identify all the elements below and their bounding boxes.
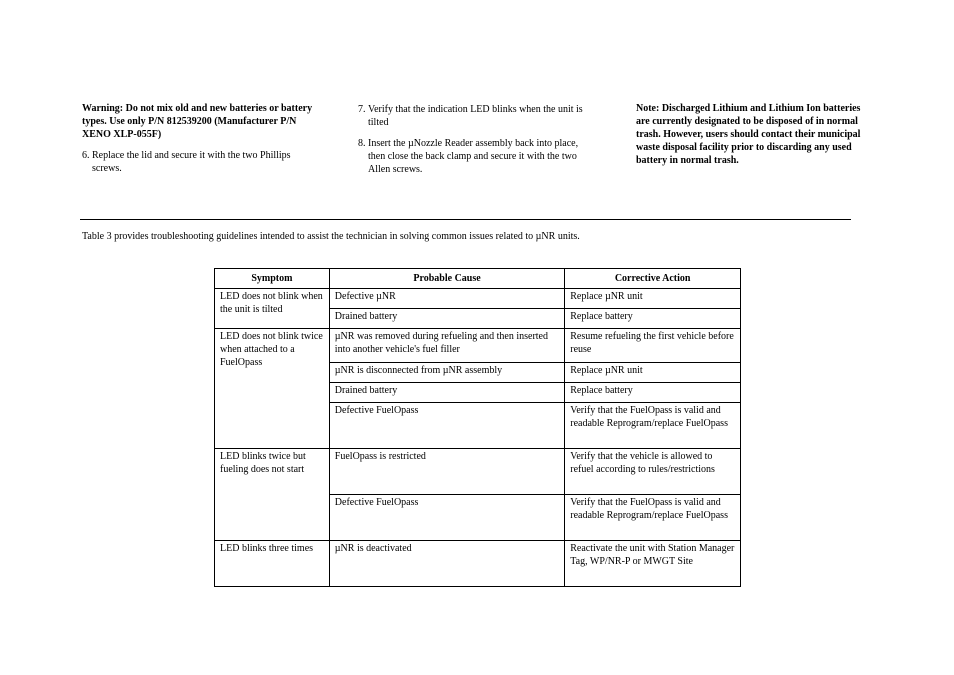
action-cell: Replace battery [565,309,741,329]
step-text: Insert the µNozzle Reader assembly back into place, then close the back clamp and secure it with the two Allen screws. [368,138,579,175]
cause-cell: µNR is disconnected from µNR assembly [329,363,564,383]
action-cell: Replace battery [565,383,741,403]
table-row [215,541,741,587]
cause-cell: Defective µNR [329,289,564,309]
action-cell: Verify that the vehicle is allowed to refuel according to rules/restrictions [565,449,741,495]
cause-cell: µNR is deactivated [329,541,564,587]
action-cell: Verify that the FuelOpass is valid and readable Reprogram/replace FuelOpass [565,495,741,541]
action-cell: Replace µNR unit [565,289,741,309]
cause-cell: FuelOpass is restricted [329,449,564,495]
action-cell: Replace µNR unit [565,363,741,383]
table-row [215,449,741,495]
table-intro: Table 3 provides troubleshooting guidelines intended to assist the technician in solving common issues related to µNR units. [82,231,580,242]
step-6 [82,149,322,175]
action-cell: Reactivate the unit with Station Manager Tag, WP/NR-P or MWGT Site [565,541,741,587]
cause-cell: µNR was removed during refueling and then inserted into another vehicle's fuel filler [329,329,564,363]
action-cell: Verify that the FuelOpass is valid and readable Reprogram/replace FuelOpass [565,403,741,449]
cause-cell: Drained battery [329,309,564,329]
disposal-note: Note: Discharged Lithium and Lithium Ion batteries are currently designated to be disposed of in normal trash. However, users should contact their municipal waste disposal facility prior to discarding any used battery in normal trash. [636,103,861,166]
step-text: Verify that the indication LED blinks when the unit is tilted [368,104,583,128]
header-corrective-action: Corrective Action [565,269,741,289]
step-text: Replace the lid and secure it with the two Phillips screws. [92,150,291,174]
step-8 [358,137,586,176]
symptom-cell: LED blinks twice but fueling does not start [215,449,330,541]
symptom-cell: LED blinks three times [215,541,330,587]
symptom-cell: LED does not blink when the unit is tilted [215,289,330,329]
step-7 [358,103,586,129]
step-number: 6. [82,150,90,161]
cause-cell: Drained battery [329,383,564,403]
header-symptom: Symptom [215,269,330,289]
section-divider [80,219,851,220]
step-number: 7. [358,104,366,115]
middle-column [358,95,586,176]
table-row [215,329,741,363]
table-header-row [215,269,741,289]
cause-cell: Defective FuelOpass [329,403,564,449]
battery-warning: Warning: Do not mix old and new batteries or battery types. Use only P/N 812539200 (Manufacturer P/N XENO XLP-055F) [82,103,313,140]
step-number: 8. [358,138,366,149]
left-column [82,102,322,175]
cause-cell: Defective FuelOpass [329,495,564,541]
troubleshooting-table [214,268,741,587]
action-cell: Resume refueling the first vehicle before reuse [565,329,741,363]
header-probable-cause: Probable Cause [329,269,564,289]
table-row [215,289,741,309]
symptom-cell: LED does not blink twice when attached to a FuelOpass [215,329,330,449]
